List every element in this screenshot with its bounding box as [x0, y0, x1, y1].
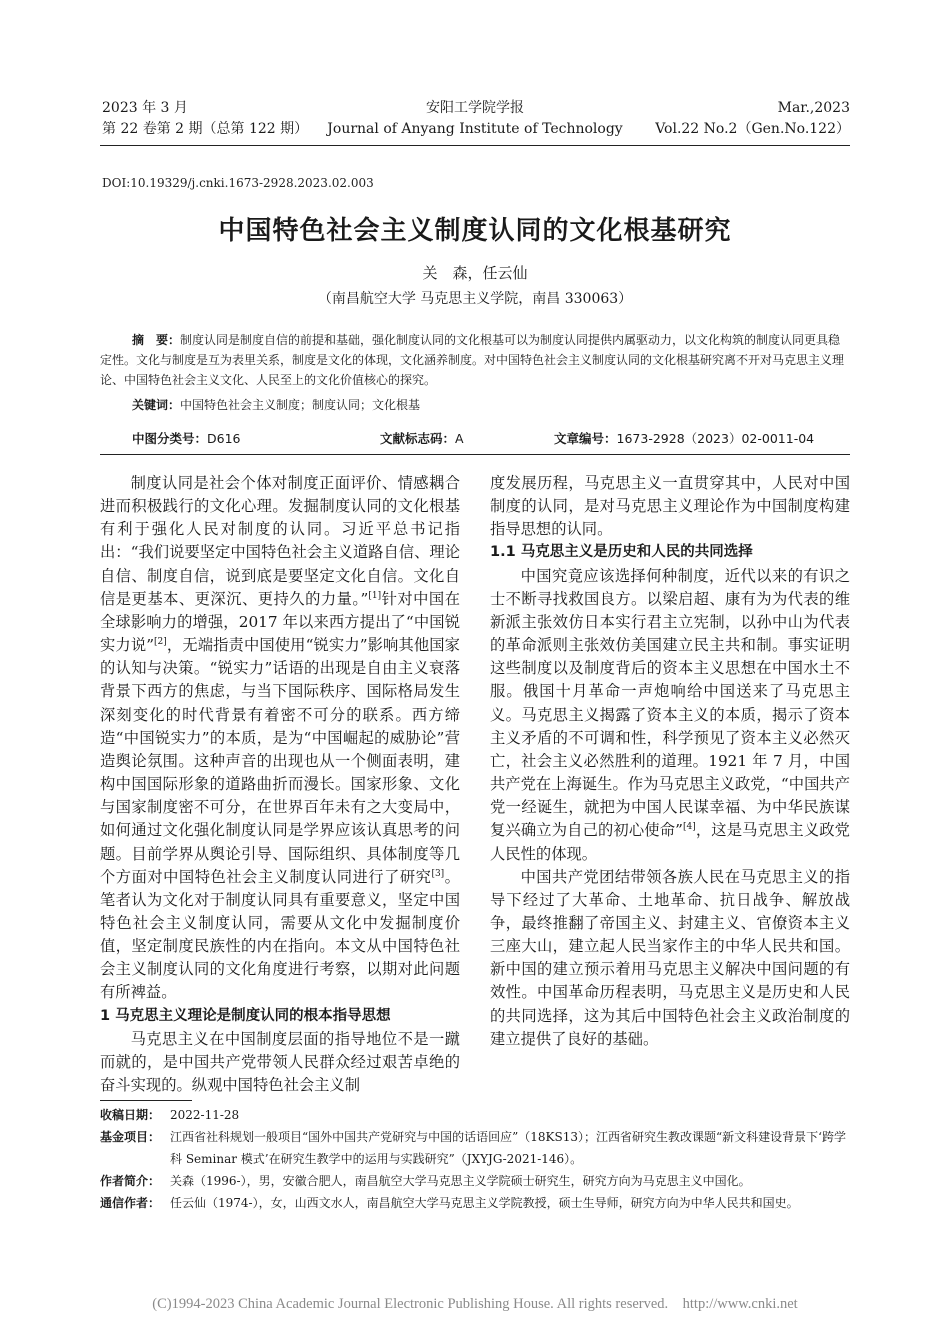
paragraph-section-1: 马克思主义在中国制度层面的指导地位不是一蹴而就的，是中国共产党带领人民群众经过艰苦卓绝的奋斗实现的。纵观中国特色社会主义制 [100, 1029, 460, 1095]
footnote-label: 基金项目： [100, 1130, 161, 1144]
text-run: 。笔者认为文化对于制度认同具有重要意义，坚定中国特色社会主义制度认同，需要从文化中发掘制度价值，坚定制度民族性的内在指向。本文从中国特色社会主义制度认同的文化角度进行考察，以期对此问题有所裨益。 [100, 867, 460, 1002]
authors: 关 森，任云仙 [422, 264, 528, 282]
citation-1[interactable]: [1] [368, 590, 382, 601]
keywords [132, 395, 420, 415]
footnotes [100, 1104, 850, 1214]
text-run: 制度认同是社会个体对制度正面评价、情感耦合进而积极践行的文化心理。发掘制度认同的文化根基有利于强化人民对制度的认同。习近平总书记指出：“我们说要坚定中国特色社会主义道路自信、理论自信、制度自信，说到底是要坚定文化自信。文化自信是更基本、更深沉、更持久的力量。” [100, 474, 460, 608]
clc-value: D616 [207, 431, 241, 446]
header-volume-en: Vol.22 No.2（Gen.No.122） [655, 121, 850, 137]
footnote-label: 通信作者： [100, 1196, 161, 1210]
article-number [554, 429, 814, 447]
body-column-right [490, 472, 850, 1051]
article-value: 1673-2928（2023）02-0011-04 [616, 431, 815, 446]
text-run: ，无端指责中国使用“锐实力”影响其他国家的认知与决策。“锐实力”话语的出现是自由主义衰落背景下西方的焦虑，与当下国际秩序、国际格局发生深刻变化的时代背景有着密不可分的联系。西方缔造“中国锐实力”的本质，是为“中国崛起的威胁论”营造舆论氛围。这种声音的出现也从一个侧面表明，建构中国国际形象的道路曲折而漫长。国家形象、文化与国家制度密不可分，在世界百年未有之大变局中，如何通过文化强化制度认同是学界应该认真思考的问题。目前学界从舆论引导、国际组织、具体制度等几个方面对中国特色社会主义制度认同进行了研究 [100, 636, 460, 886]
paragraph-intro [100, 472, 460, 1005]
keywords-label: 关键词： [132, 398, 181, 412]
footnote-text: 2022-11-28 [170, 1108, 240, 1122]
doc-value: A [455, 431, 464, 446]
abstract-rule [100, 454, 850, 455]
text-run: ，这是马克思主义政党人民性的体现。 [490, 821, 850, 863]
footnote-corresponding [100, 1192, 850, 1214]
footnote-label: 收稿日期： [100, 1108, 161, 1122]
footnote-rule [100, 1100, 192, 1101]
footnote-label: 作者简介： [100, 1174, 161, 1188]
copyright-notice: (C)1994-2023 China Academic Journal Electronic Publishing House. All rights reserved. http://www.cnki.net [152, 1296, 798, 1312]
citation-4[interactable]: [4] [682, 822, 696, 833]
section-heading-1-1: 1.1 马克思主义是历史和人民的共同选择 [490, 544, 753, 561]
paragraph-continued: 度发展历程，马克思主义一直贯穿其中，人民对中国制度的认同，是对马克思主义理论作为中国制度构建指导思想的认同。 [490, 474, 850, 539]
section-heading-1: 1 马克思主义理论是制度认同的根本指导思想 [100, 1007, 391, 1024]
doc-label: 文献标志码： [380, 431, 456, 446]
text-run: 针对中国在全球影响力的增强，2017 年以来西方提出了“中国锐实力说” [100, 589, 460, 655]
footnote-funding [100, 1126, 850, 1170]
header-volume-cn: 第 22 卷第 2 期（总第 122 期） [102, 121, 309, 137]
header-journal-en: Journal of Anyang Institute of Technology [327, 121, 623, 137]
header-rule [100, 145, 850, 146]
header-date-en: Mar.,2023 [777, 100, 850, 116]
footnote-text: 江西省社科规划一般项目“国外中国共产党研究与中国的话语回应”（18KS13）；江西省研究生教改课题“新文科建设背景下‘跨学科 Seminar 模式’在研究生教学中的运用与实践研究”（JXYJG-2021-146）。 [170, 1130, 846, 1166]
footnote-author-bio [100, 1170, 850, 1192]
abstract [100, 330, 850, 390]
footnote-text: 关森（1996-），男，安徽合肥人，南昌航空大学马克思主义学院硕士研究生，研究方向为马克思主义中国化。 [170, 1174, 751, 1188]
paragraph-revolution: 中国共产党团结带领各族人民在马克思主义的指导下经过了大革命、土地革命、抗日战争、解放战争，最终推翻了帝国主义、封建主义、官僚资本主义三座大山，建立起人民当家作主的中华人民共和国。新中国的建立预示着用马克思主义解决中国问题的有效性。中国革命历程表明，马克思主义是历史和人民的共同选择，这为其后中国特色社会主义政治制度的建立提供了良好的基础。 [490, 867, 850, 1048]
clc-label: 中图分类号： [132, 431, 208, 446]
affiliation: （南昌航空大学 马克思主义学院，南昌 330063） [317, 291, 633, 307]
footnote-text: 任云仙（1974-），女，山西文水人，南昌航空大学马克思主义学院教授，硕士生导师，研究方向为中华人民共和国史。 [170, 1196, 799, 1210]
body-column-left [100, 472, 460, 1097]
paper-title: 中国特色社会主义制度认同的文化根基研究 [218, 216, 732, 246]
keywords-text: 中国特色社会主义制度；制度认同；文化根基 [180, 398, 421, 412]
text-run: 中国究竟应该选择何种制度，近代以来的有识之士不断寻找救国良方。以梁启超、康有为为代表的维新派主张效仿日本实行君主立宪制，以孙中山为代表的革命派则主张效仿美国建立民主共和制。事实证明这些制度以及制度背后的资本主义思想在中国水土不服。俄国十月革命一声炮响给中国送来了马克思主义。马克思主义揭露了资本主义的本质，揭示了资本主义矛盾的不可调和性，科学预见了资本主义必然灭亡，社会主义必然胜利的道理。1921 年 7 月，中国共产党在上海诞生。作为马克思主义政党，“中国共产党一经诞生，就把为中国人民谋幸福、为中华民族谋复兴确立为自己的初心使命” [490, 566, 850, 840]
citation-2[interactable]: [2] [154, 637, 167, 647]
header-journal-cn: 安阳工学院学报 [426, 100, 524, 116]
abstract-text: 制度认同是制度自信的前提和基础，强化制度认同的文化根基可以为制度认同提供内属驱动力，以文化构筑的制度认同更具稳定性。文化与制度是互为表里关系，制度是文化的体现，文化涵养制度。对中国特色社会主义制度认同的文化根基研究离不开对马克思主义理论、中国特色社会主义文化、人民至上的文化价值核心的探究。 [100, 333, 845, 387]
header-date-cn: 2023 年 3 月 [102, 100, 188, 116]
document-code [380, 429, 464, 447]
footnote-received [100, 1104, 850, 1126]
citation-3[interactable]: [3] [431, 868, 445, 879]
article-label: 文章编号： [554, 431, 617, 446]
doi: DOI:10.19329/j.cnki.1673-2928.2023.02.003 [102, 176, 374, 190]
paragraph-history [490, 565, 850, 866]
clc-number [132, 429, 241, 447]
abstract-label: 摘 要： [132, 333, 181, 347]
